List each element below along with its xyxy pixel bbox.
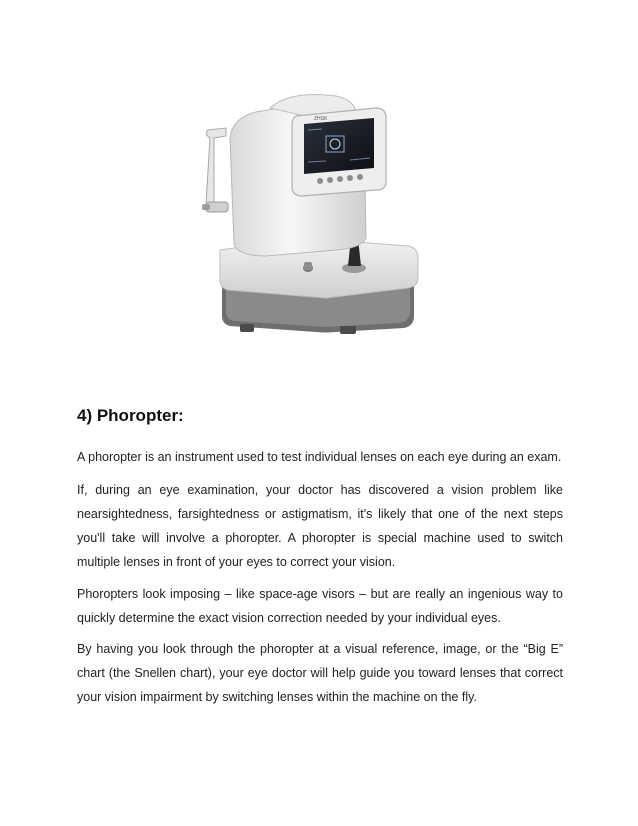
paragraph-appearance: Phoropters look imposing – like space-age visors – but are really an ingenious way to quickly determine the exact vision correction needed by your individual eyes. bbox=[77, 587, 563, 625]
autorefractor-machine-icon bbox=[186, 78, 438, 348]
autorefractor-image bbox=[186, 78, 438, 348]
paragraph-usage: If, during an eye examination, your doctor has discovered a vision problem like nearsightedness, farsightedness or astigmatism, it's likely that one of the next steps you'll take will involve a phoropter. A phoropter is special machine used to switch multiple lenses in front of your eyes to correct your vision. bbox=[77, 483, 563, 569]
paragraph-definition: A phoropter is an instrument used to test individual lenses on each eye during an exam. bbox=[77, 450, 562, 464]
section-heading: 4) Phoropter: bbox=[77, 406, 184, 425]
paragraph-procedure: By having you look through the phoropter at a visual reference, image, or the “Big E” chart (the Snellen chart), your eye doctor will help guide you toward lenses that correct your vision impairment by switching lenses within the machine on the fly. bbox=[77, 642, 563, 704]
brand-mark: ZHSK bbox=[314, 116, 328, 122]
